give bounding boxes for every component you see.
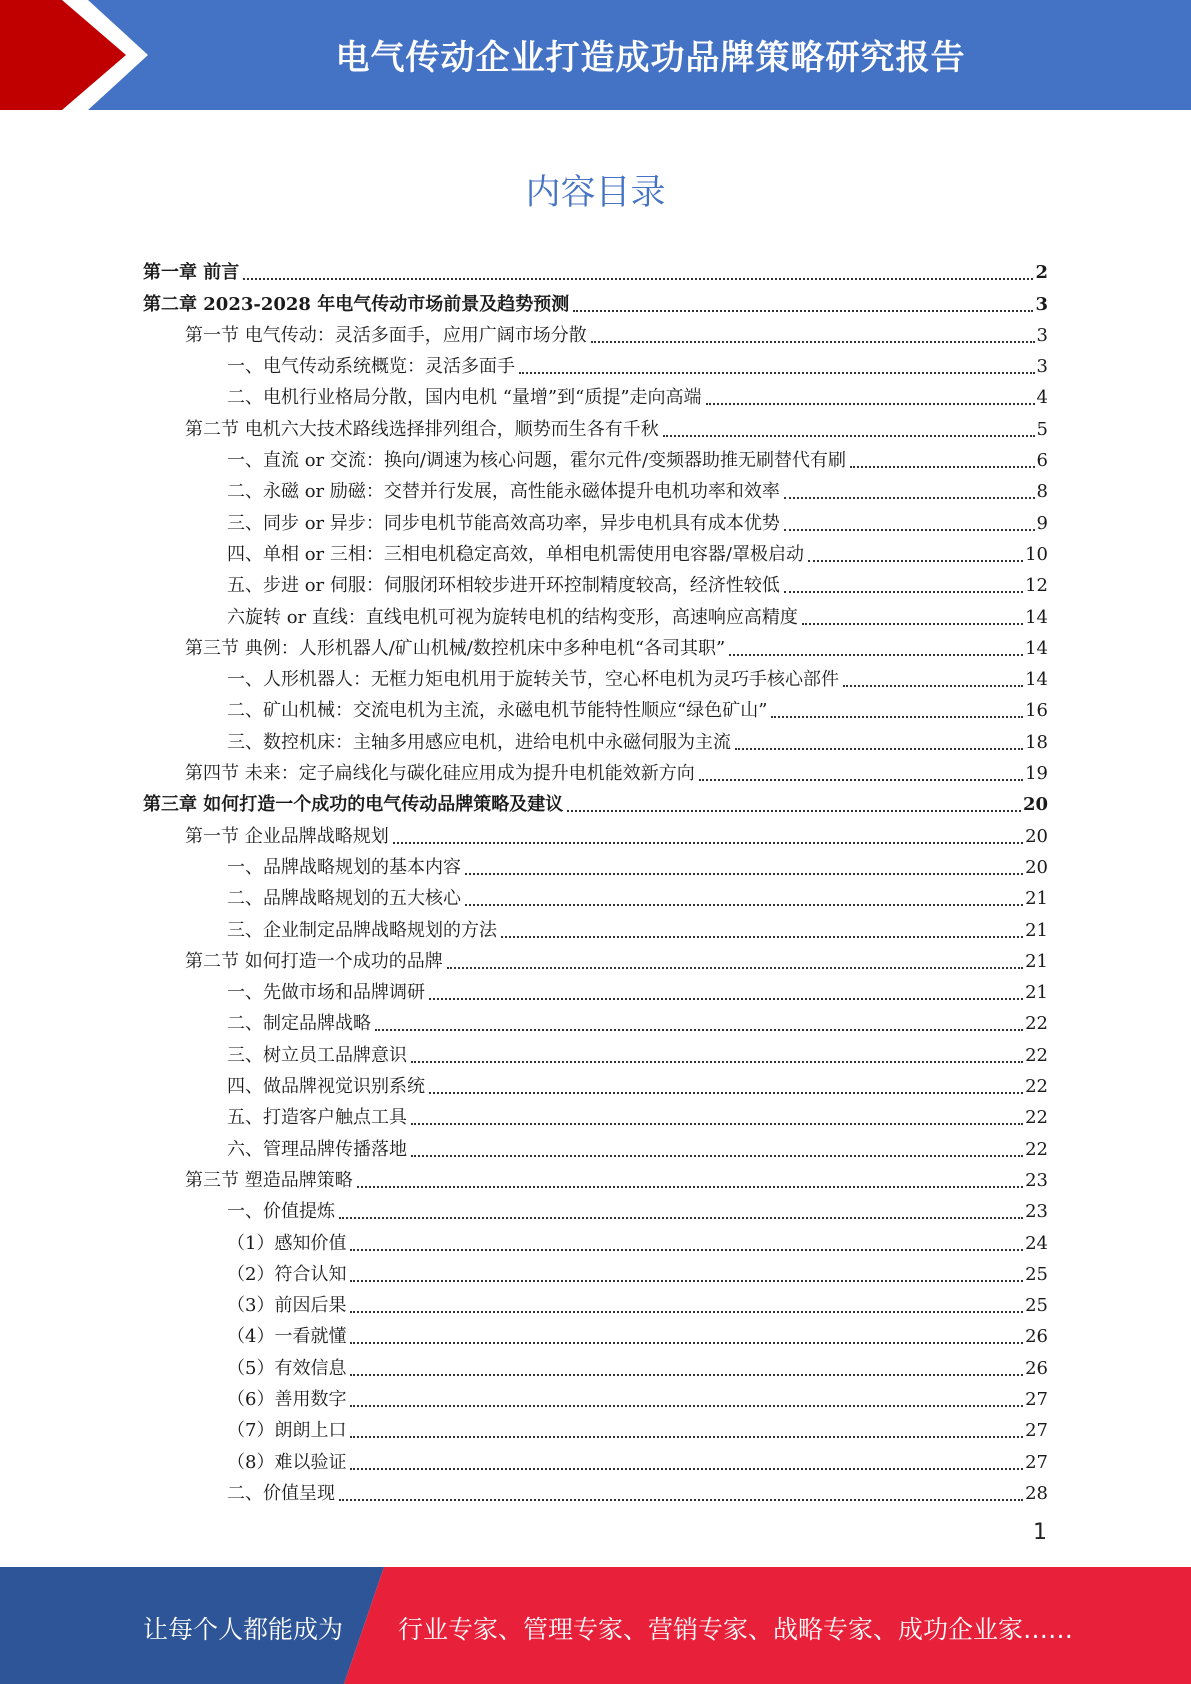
dot-leader [447, 966, 1023, 969]
toc-entry-page: 22 [1025, 1076, 1048, 1098]
toc-entry-title: 第二节 如何打造一个成功的品牌 [185, 950, 443, 972]
toc-entry-title: （7）朗朗上口 [227, 1420, 347, 1442]
toc-entry-page: 18 [1025, 731, 1048, 753]
dot-leader [784, 528, 1035, 531]
toc-entry[interactable] [143, 691, 1048, 722]
dot-leader [411, 1154, 1023, 1157]
dot-leader [784, 496, 1035, 499]
dot-leader [429, 1091, 1023, 1094]
toc-entry-page: 23 [1025, 1169, 1048, 1191]
dot-leader [784, 590, 1023, 593]
toc-entry-page: 3 [1036, 324, 1048, 346]
dot-leader [519, 371, 1035, 374]
toc-entry-title: 五、步进 or 伺服：伺服闭环相较步进开环控制精度较高，经济性较低 [227, 575, 780, 597]
toc-entry[interactable] [143, 1067, 1048, 1098]
toc-entry[interactable] [143, 1223, 1048, 1254]
toc-entry-page: 25 [1025, 1263, 1048, 1285]
toc-entry-page: 28 [1025, 1482, 1048, 1504]
toc-entry-title: 五、打造客户触点工具 [227, 1107, 407, 1129]
toc-entry-page: 3 [1035, 293, 1048, 315]
toc-entry-page: 22 [1025, 1107, 1048, 1129]
toc-entry[interactable] [143, 629, 1048, 660]
toc-entry-page: 22 [1025, 1044, 1048, 1066]
dot-leader [375, 1028, 1023, 1031]
toc-entry[interactable] [143, 942, 1048, 973]
toc-entry-title: 一、电气传动系统概览：灵活多面手 [227, 356, 515, 378]
dot-leader [411, 1122, 1023, 1125]
toc-entry[interactable] [143, 597, 1048, 628]
toc-entry-page: 4 [1036, 387, 1048, 409]
toc-entry-page: 8 [1036, 481, 1048, 503]
toc-entry-page: 2 [1035, 262, 1048, 284]
page-number: 1 [1033, 1520, 1047, 1545]
toc-entry-title: 第四节 未来：定子扁线化与碳化硅应用成为提升电机能效新方向 [185, 763, 695, 785]
toc-entry-title: 四、单相 or 三相：三相电机稳定高效，单相电机需使用电容器/罩极启动 [227, 543, 804, 565]
toc-entry-title: 第二章 2023-2028 年电气传动市场前景及趋势预测 [143, 293, 570, 315]
toc-entry-page: 20 [1025, 856, 1048, 878]
toc-entry-page: 6 [1036, 450, 1048, 472]
toc-entry-title: 二、品牌战略规划的五大核心 [227, 888, 461, 910]
toc-entry[interactable] [143, 754, 1048, 785]
toc-entry[interactable] [143, 284, 1048, 315]
toc-entry-page: 14 [1025, 669, 1048, 691]
toc-entry[interactable] [143, 253, 1048, 284]
dot-leader [699, 778, 1023, 781]
toc-entry-page: 24 [1025, 1232, 1048, 1254]
dot-leader [663, 434, 1035, 437]
toc-entry-title: 一、直流 or 交流：换向/调速为核心问题，霍尔元件/变频器助推无刷替代有刷 [227, 450, 847, 472]
toc-entry[interactable] [143, 1161, 1048, 1192]
dot-leader [350, 1248, 1023, 1251]
toc-entry-title: （6）善用数字 [227, 1388, 347, 1410]
toc-entry-page: 21 [1025, 888, 1048, 910]
toc-entry-title: 第一章 前言 [143, 262, 240, 284]
toc-entry-page: 16 [1025, 700, 1048, 722]
toc-entry-title: 一、价值提炼 [227, 1201, 335, 1223]
toc-entry-page: 22 [1025, 1013, 1048, 1035]
toc-entry-page: 14 [1025, 637, 1048, 659]
toc-entry-title: 一、先做市场和品牌调研 [227, 982, 425, 1004]
toc-entry-title: （1）感知价值 [227, 1232, 347, 1254]
toc-entry[interactable] [143, 1474, 1048, 1505]
toc-entry[interactable] [143, 1286, 1048, 1317]
toc-entry-title: 一、人形机器人：无框力矩电机用于旋转关节，空心杯电机为灵巧手核心部件 [227, 669, 839, 691]
toc-entry[interactable] [143, 441, 1048, 472]
toc-entry[interactable] [143, 316, 1048, 347]
toc-entry-title: 二、矿山机械：交流电机为主流，永磁电机节能特性顺应“绿色矿山” [227, 700, 768, 722]
toc-entry-page: 21 [1025, 919, 1048, 941]
dot-leader [429, 997, 1023, 1000]
toc-entry[interactable] [143, 1035, 1048, 1066]
toc-entry-page: 5 [1036, 418, 1048, 440]
header-arrow-graphic [0, 0, 160, 110]
toc-entry[interactable] [143, 660, 1048, 691]
dot-leader [350, 1435, 1023, 1438]
toc-entry[interactable] [143, 722, 1048, 753]
footer-slogan-right: 行业专家、管理专家、营销专家、战略专家、成功企业家…… [398, 1615, 1074, 1644]
toc-entry-page: 20 [1022, 794, 1048, 816]
toc-entry-title: （5）有效信息 [227, 1357, 347, 1379]
toc-entry-title: 三、同步 or 异步：同步电机节能高效高功率，异步电机具有成本优势 [227, 512, 780, 534]
toc-entry-title: 第一节 企业品牌战略规划 [185, 825, 389, 847]
toc-entry[interactable] [143, 816, 1048, 847]
toc-entry[interactable] [143, 1129, 1048, 1160]
toc-entry-title: 第三章 如何打造一个成功的电气传动品牌策略及建议 [143, 794, 564, 816]
toc-entry-title: 二、价值呈现 [227, 1482, 335, 1504]
dot-leader [357, 1185, 1023, 1188]
dot-leader [706, 402, 1035, 405]
toc-entry-title: 一、品牌战略规划的基本内容 [227, 856, 461, 878]
dot-leader [350, 1373, 1023, 1376]
dot-leader [465, 903, 1023, 906]
toc-entry-title: 第三节 典例：人形机器人/矿山机械/数控机床中多种电机“各司其职” [185, 637, 726, 659]
dot-leader [339, 1498, 1023, 1501]
toc-entry[interactable] [143, 347, 1048, 378]
toc-entry-title: 第三节 塑造品牌策略 [185, 1169, 353, 1191]
toc-entry-title: 六旋转 or 直线：直线电机可视为旋转电机的结构变形，高速响应高精度 [227, 606, 798, 628]
dot-leader [808, 559, 1023, 562]
dot-leader [350, 1467, 1023, 1470]
toc-heading: 内容目录 [525, 173, 666, 213]
toc-entry[interactable] [143, 973, 1048, 1004]
dot-leader [243, 277, 1033, 280]
toc-entry[interactable] [143, 378, 1048, 409]
toc-entry[interactable] [143, 1380, 1048, 1411]
toc-entry-page: 12 [1025, 575, 1048, 597]
toc-entry[interactable] [143, 1348, 1048, 1379]
toc-entry-title: 第二节 电机六大技术路线选择排列组合，顺势而生各有千秋 [185, 418, 659, 440]
dot-leader [350, 1404, 1023, 1407]
toc-entry-page: 23 [1025, 1201, 1048, 1223]
report-title: 电气传动企业打造成功品牌策略研究报告 [335, 37, 966, 78]
dot-leader [729, 653, 1023, 656]
dot-leader [771, 715, 1023, 718]
toc-entry-title: （8）难以验证 [227, 1451, 347, 1473]
toc-entry-page: 9 [1036, 512, 1048, 534]
toc-entry-page: 19 [1025, 763, 1048, 785]
dot-leader [735, 747, 1023, 750]
toc-entry-title: 六、管理品牌传播落地 [227, 1138, 407, 1160]
toc-entry[interactable] [143, 848, 1048, 879]
toc-entry-page: 14 [1025, 606, 1048, 628]
toc-entry[interactable] [143, 879, 1048, 910]
header-banner [0, 0, 1191, 110]
toc-entry-page: 10 [1025, 543, 1048, 565]
toc-entry-title: 三、企业制定品牌战略规划的方法 [227, 919, 497, 941]
footer-slogan-left: 让每个人都能成为 [143, 1615, 344, 1644]
toc-entry-page: 25 [1025, 1295, 1048, 1317]
toc-entry[interactable] [143, 1411, 1048, 1442]
toc-entry[interactable] [143, 1098, 1048, 1129]
table-of-contents [143, 253, 1048, 1505]
toc-entry-title: 二、电机行业格局分散，国内电机 “量增”到“质提”走向高端 [227, 387, 702, 409]
toc-entry-title: 二、制定品牌战略 [227, 1013, 371, 1035]
toc-entry-title: 三、数控机床：主轴多用感应电机，进给电机中永磁伺服为主流 [227, 731, 731, 753]
toc-entry[interactable] [143, 503, 1048, 534]
toc-entry[interactable] [143, 535, 1048, 566]
toc-entry[interactable] [143, 1004, 1048, 1035]
dot-leader [573, 309, 1033, 312]
toc-entry-title: （2）符合认知 [227, 1263, 347, 1285]
toc-entry[interactable] [143, 1255, 1048, 1286]
toc-entry-title: 四、做品牌视觉识别系统 [227, 1076, 425, 1098]
dot-leader [350, 1279, 1023, 1282]
toc-entry-title: 第一节 电气传动：灵活多面手，应用广阔市场分散 [185, 324, 587, 346]
dot-leader [591, 340, 1035, 343]
toc-entry[interactable] [143, 1317, 1048, 1348]
toc-entry[interactable] [143, 409, 1048, 440]
toc-entry-title: 三、树立员工品牌意识 [227, 1044, 407, 1066]
dot-leader [350, 1310, 1023, 1313]
dot-leader [802, 622, 1023, 625]
toc-entry-title: （3）前因后果 [227, 1295, 347, 1317]
toc-entry[interactable] [143, 1442, 1048, 1473]
toc-entry-page: 26 [1025, 1326, 1048, 1348]
toc-entry-page: 21 [1025, 950, 1048, 972]
toc-entry-page: 20 [1025, 825, 1048, 847]
toc-entry[interactable] [143, 472, 1048, 503]
toc-entry[interactable] [143, 785, 1048, 816]
toc-entry[interactable] [143, 910, 1048, 941]
dot-leader [411, 1060, 1023, 1063]
toc-entry-page: 21 [1025, 982, 1048, 1004]
dot-leader [393, 841, 1023, 844]
toc-entry-page: 27 [1025, 1451, 1048, 1473]
toc-entry-title: 二、永磁 or 励磁：交替并行发展，高性能永磁体提升电机功率和效率 [227, 481, 780, 503]
dot-leader [339, 1216, 1023, 1219]
toc-entry-page: 22 [1025, 1138, 1048, 1160]
dot-leader [501, 935, 1023, 938]
toc-entry[interactable] [143, 1192, 1048, 1223]
dot-leader [567, 809, 1021, 812]
toc-entry[interactable] [143, 566, 1048, 597]
toc-entry-page: 27 [1025, 1388, 1048, 1410]
dot-leader [350, 1341, 1023, 1344]
toc-entry-page: 27 [1025, 1420, 1048, 1442]
toc-entry-page: 3 [1036, 356, 1048, 378]
toc-entry-page: 26 [1025, 1357, 1048, 1379]
dot-leader [850, 465, 1035, 468]
toc-entry-title: （4）一看就懂 [227, 1326, 347, 1348]
dot-leader [465, 872, 1023, 875]
dot-leader [843, 684, 1023, 687]
